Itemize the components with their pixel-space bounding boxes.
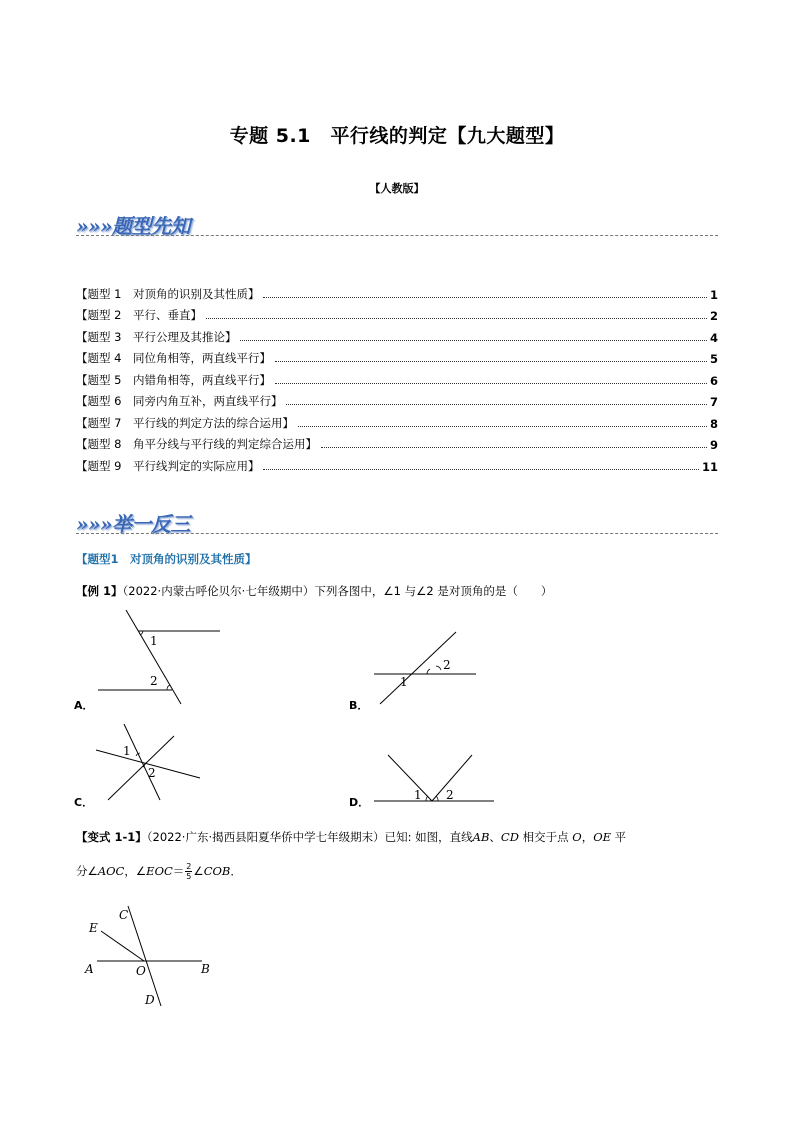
example-source: （2022·内蒙古呼伦贝尔·七年级期中） [122,584,315,598]
variant-source: （2022·广东·揭西县阳夏华侨中学七年级期末） [146,830,385,844]
variant-text: ． [230,864,242,878]
variant-question-line2 [76,861,720,881]
line-ab: AB [472,830,490,844]
type-heading: 【题型1 对顶角的识别及其性质】 [76,552,257,566]
angle-eoc: EOC [146,864,173,878]
option-b-label[interactable]: B． [349,699,369,712]
toc-leader [263,297,707,298]
toc-leader [275,361,707,362]
toc-item-page: 5 [709,352,718,366]
fraction [185,862,192,881]
toc-leader [240,340,707,341]
option-a-label[interactable]: A． [74,699,94,712]
toc-item-label: 【题型 4 同位角相等，两直线平行】 [76,351,271,365]
option-b-figure [370,628,500,710]
line-cd: CD [500,830,519,844]
toc-item-page: 7 [709,395,718,409]
toc-item-label: 【题型 8 角平分线与平行线的判定综合运用】 [76,437,317,451]
toc-item[interactable] [76,409,718,431]
angle-2-label: 2 [443,658,451,672]
toc-leader [275,383,707,384]
example-text: 下列各图中，∠1 与∠2 是对顶角的是（ ） [314,584,553,598]
variant-text: 分∠ [76,864,98,878]
variant-text: ， [581,830,594,844]
point-b-label: B [201,962,210,976]
variant-text: 已知: 如图，直线 [384,830,473,844]
variant-tag: 【变式 1-1】 [76,830,147,844]
variant-text: 、 [489,830,501,844]
point-e-label: E [89,921,98,935]
point-c-label: C [119,908,129,922]
toc-leader [263,469,699,470]
toc-item-page: 1 [709,287,718,302]
toc-leader [286,404,707,405]
variant-text: ＝ [172,864,185,878]
option-c-figure [94,720,204,804]
toc-item-label: 【题型 6 同旁内角互补，两直线平行】 [76,394,283,408]
banner-divider [76,533,718,534]
toc-item[interactable] [76,366,718,388]
overview-banner-title: »»»题型先知 [76,214,190,238]
toc-item-page: 9 [709,438,718,452]
toc-item[interactable] [76,452,718,474]
toc-item[interactable] [76,345,718,367]
angle-1-label: 1 [150,634,158,648]
fraction-numerator: 2 [186,862,192,871]
toc-item-label: 【题型 3 平行公理及其推论】 [76,329,237,344]
angle-1-label: 1 [400,675,408,689]
ray-oe: OE [593,830,612,844]
toc-item-label: 【题型 9 平行线判定的实际应用】 [76,458,260,473]
variant-text: 平 [611,830,627,844]
toc-item[interactable] [76,280,718,302]
option-d-label[interactable]: D． [349,796,370,809]
variant-figure [80,900,220,1012]
point-o-label: O [136,964,146,978]
angle-2-label: 2 [150,674,158,688]
document-title: 专题 5.1 平行线的判定【九大题型】 [229,125,565,147]
toc-item-label: 【题型 2 平行、垂直】 [76,308,202,322]
option-a-figure [96,608,226,708]
variant-question [76,827,720,847]
practice-banner [76,508,718,534]
toc-item-label: 【题型 1 对顶角的识别及其性质】 [76,286,260,301]
toc-item[interactable] [76,323,718,345]
banner-divider [76,235,718,236]
point-o: O [572,830,582,844]
example-tag: 【例 1】 [76,584,123,598]
toc-item-page: 11 [701,459,718,474]
angle-2-label: 2 [148,766,156,780]
point-d-label: D [145,993,155,1007]
variant-text: ∠ [193,864,204,878]
table-of-contents [76,280,718,474]
example-question [76,581,720,601]
angle-2-label: 2 [446,788,454,802]
toc-item-page: 4 [709,330,718,345]
toc-leader [206,318,707,319]
practice-banner-title: »»»举一反三 [76,512,190,536]
option-d-figure [372,752,498,806]
angle-cob: COB [203,864,231,878]
angle-aoc: AOC [97,864,125,878]
toc-item-page: 6 [709,373,718,388]
toc-item-page: 2 [709,309,718,323]
toc-item-label: 【题型 7 平行线的判定方法的综合运用】 [76,415,294,430]
fraction-denominator: 5 [186,872,192,881]
toc-leader [298,426,707,427]
option-c-label[interactable]: C． [74,796,94,809]
point-a-label: A [85,962,94,976]
toc-item-page: 8 [709,416,718,431]
toc-item[interactable] [76,388,718,410]
angle-1-label: 1 [123,744,131,758]
edition-label: 【人教版】 [369,182,425,195]
toc-item[interactable] [76,302,718,324]
variant-text: ，∠ [124,864,147,878]
overview-banner [76,210,718,236]
toc-item-label: 【题型 5 内错角相等，两直线平行】 [76,372,271,387]
toc-item[interactable] [76,431,718,453]
angle-1-label: 1 [414,788,422,802]
variant-text: 相交于点 [518,830,573,844]
toc-leader [321,447,707,448]
